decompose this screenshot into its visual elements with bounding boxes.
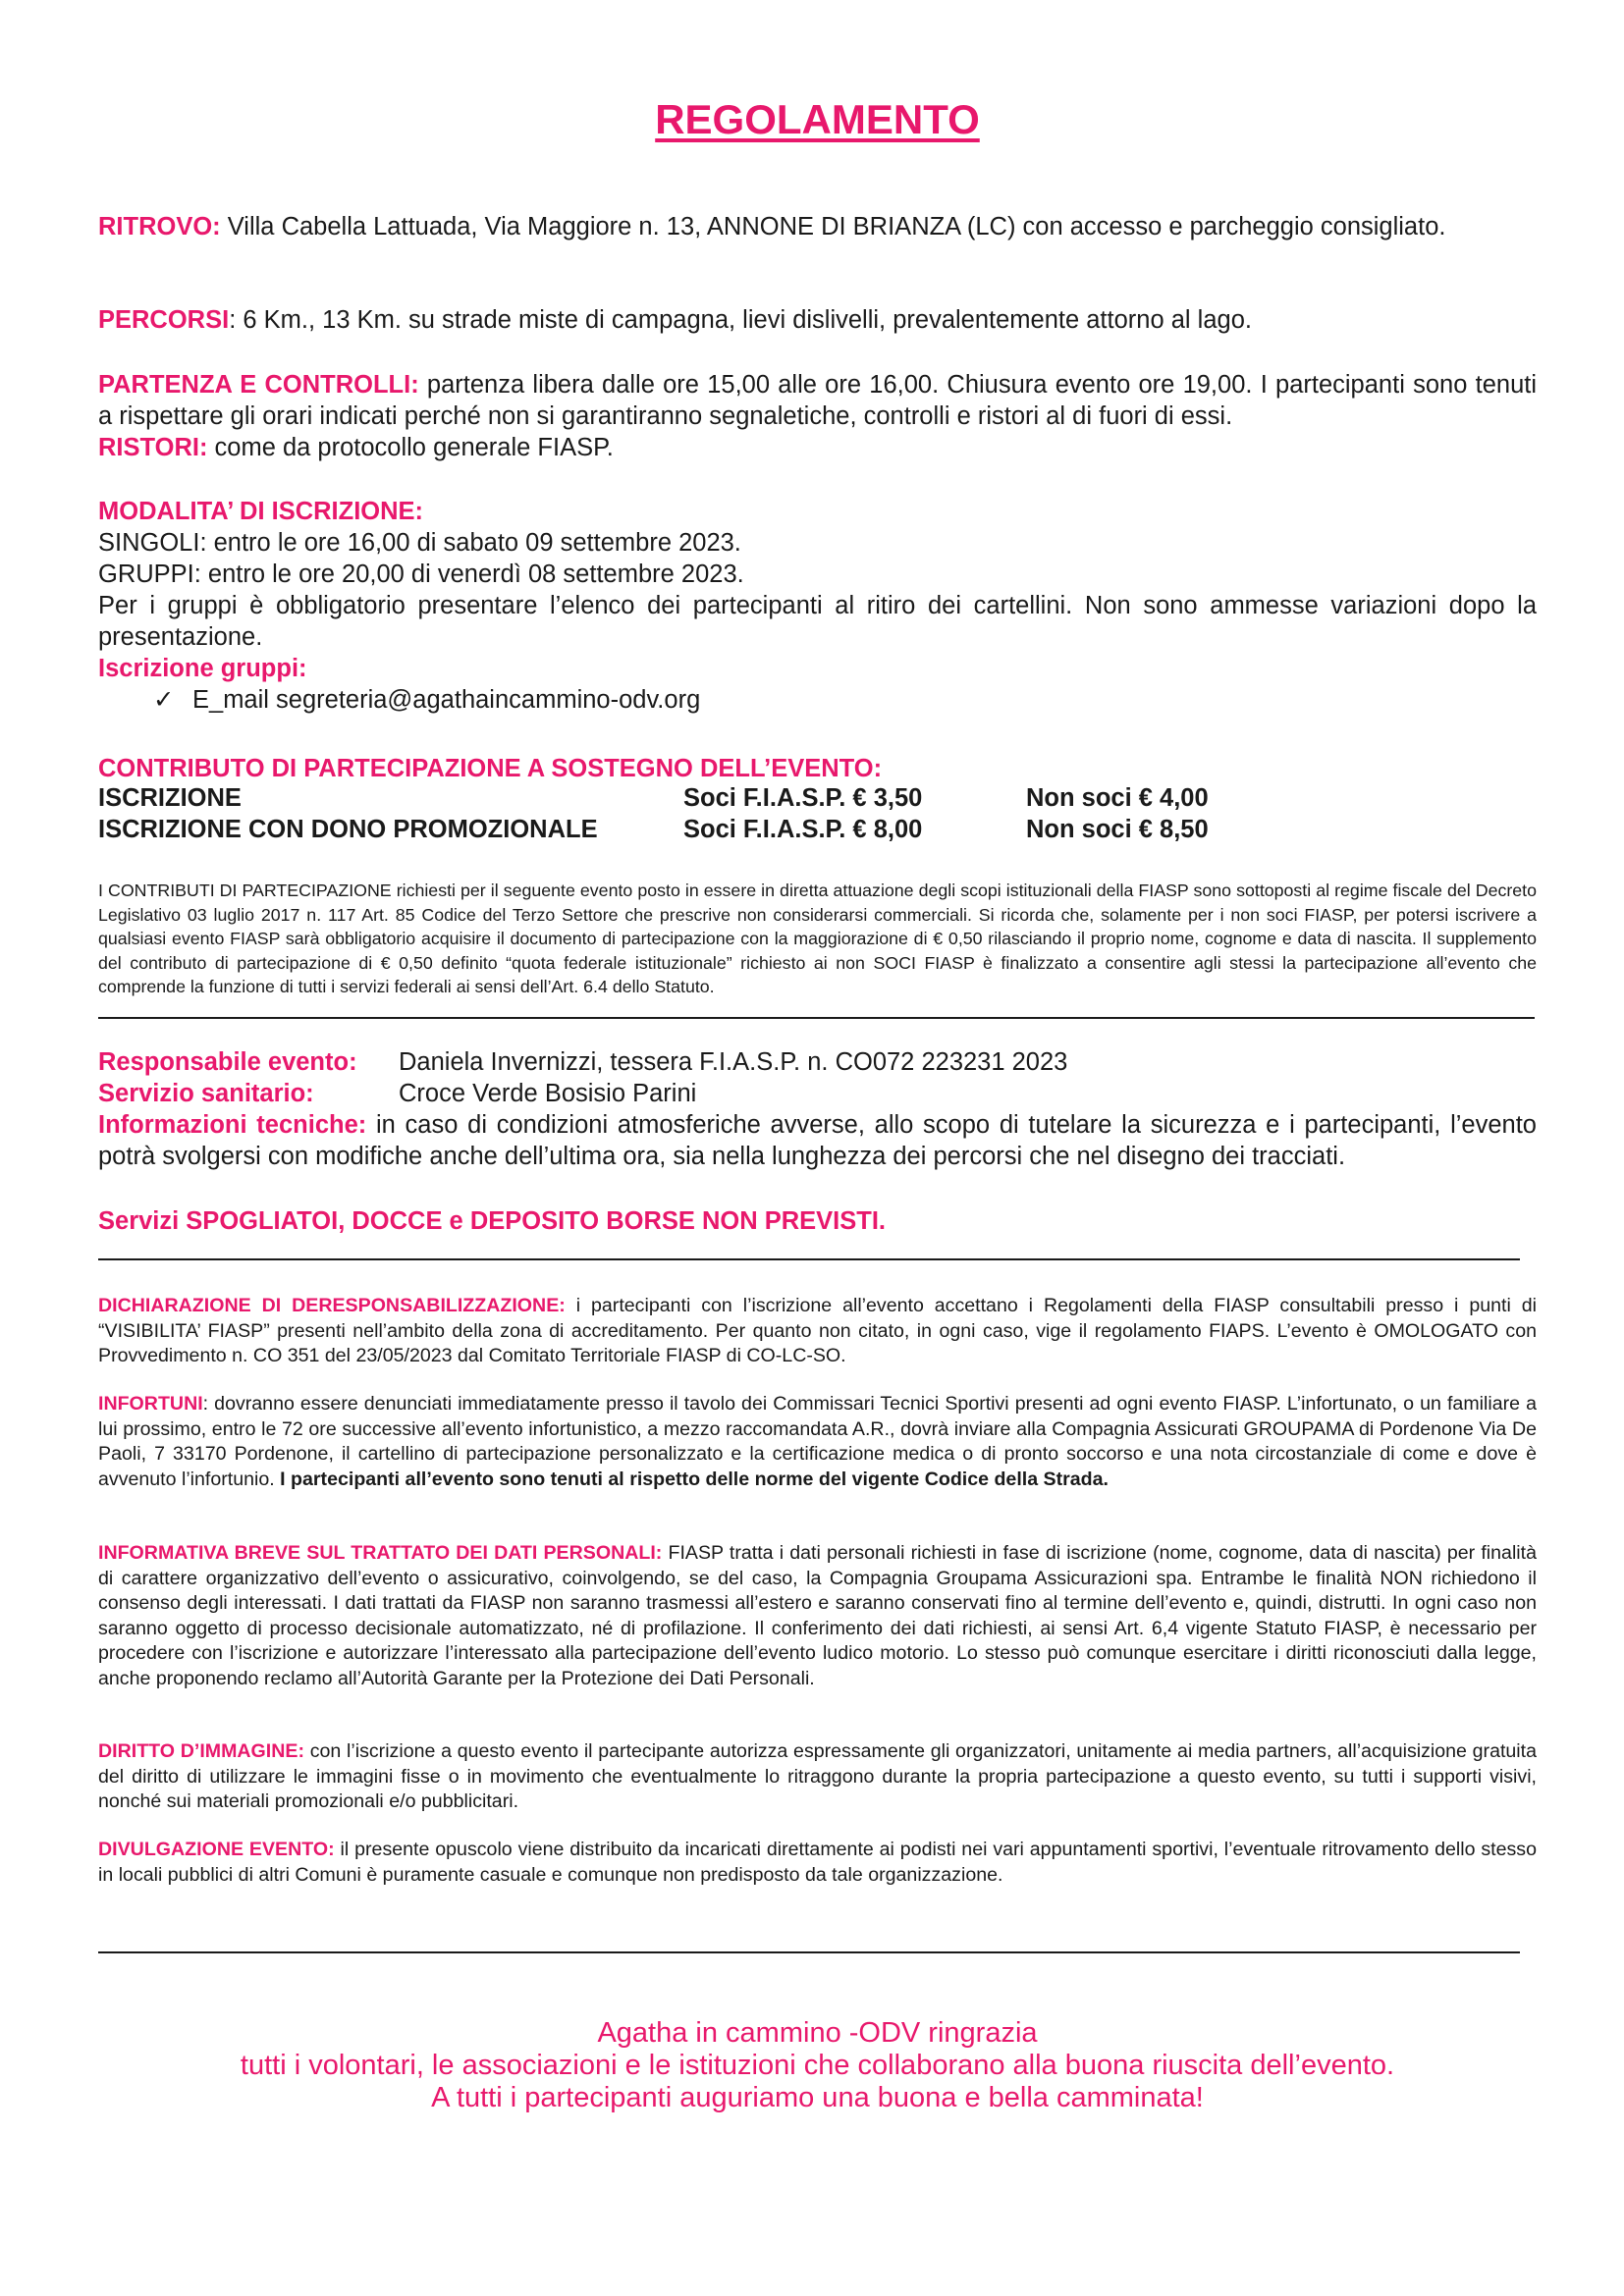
tecniche-text: in caso di condizioni atmosferiche avverse, allo scopo di tutelare la sicurezza e i partecipanti, l’evento potrà svolgersi con modifiche anche dell’ultima ora, sia nella lunghezza dei percorsi che nel disegno dei tracciati. bbox=[98, 1111, 1537, 1170]
informativa-label: INFORMATIVA BREVE SUL TRATTATO DEI DATI PERSONALI: bbox=[98, 1542, 663, 1564]
divider bbox=[98, 1017, 1535, 1019]
iscrizione-note: Per i gruppi è obbligatorio presentare l’elenco dei partecipanti al ritiro dei cartellini. Non sono ammesse variazioni dopo la presentazione. bbox=[98, 592, 1537, 651]
contributo-row bbox=[98, 784, 1209, 813]
iscrizione-email[interactable]: E_mail segreteria@agathaincammino-odv.org bbox=[192, 686, 701, 714]
divider bbox=[98, 1951, 1520, 1953]
sanitario-section bbox=[98, 1078, 1537, 1109]
tecniche-label: Informazioni tecniche bbox=[98, 1111, 358, 1139]
ritrovo-text: Villa Cabella Lattuada, Via Maggiore n. 13, ANNONE DI BRIANZA (LC) con accesso e parcheggio consigliato. bbox=[220, 213, 1446, 240]
sanitario-label: Servizio sanitario: bbox=[98, 1080, 314, 1107]
divulgazione-text: il presente opuscolo viene distribuito da incaricati direttamente ai podisti nei vari appuntamenti sportivi, l’eventuale ritrovamento dello stesso in locali pubblici di altri Comuni è puramente casuale e comunque non predisposto da tale organizzazione. bbox=[98, 1839, 1537, 1886]
footer-thanks bbox=[98, 2017, 1537, 2114]
partenza-section bbox=[98, 369, 1537, 432]
ristori-label: RISTORI: bbox=[98, 434, 208, 461]
iscrizione-section bbox=[98, 496, 1537, 716]
responsabile-text: Daniela Invernizzi, tessera F.I.A.S.P. n. CO072 223231 2023 bbox=[399, 1048, 1068, 1076]
contributo-row-nonsoci: Non soci € 8,50 bbox=[1026, 816, 1209, 843]
tecniche-colon: : bbox=[357, 1111, 367, 1139]
sanitario-text: Croce Verde Bosisio Parini bbox=[399, 1080, 697, 1107]
percorsi-label: PERCORSI bbox=[98, 306, 230, 334]
immagine-label: DIRITTO D’IMMAGINE: bbox=[98, 1740, 304, 1762]
infortuni-text: : dovranno essere denunciati immediatamente presso il tavolo dei Commissari Tecnici Sportivi presenti ad ogni evento FIASP. L’infortunato, o un familiare a lui prossimo, entro le 72 ore successive all’evento infortunistico, a mezzo raccomandata A.R., dovrà inviare alla Compagnia Assicurati GROUPAMA di Pordenone Via De Paoli, 7 33170 Pordenone, il cartellino di partecipazione personalizzato e la certificazione medica o di pronto soccorso e una nota circostanziale di come e dove è avvenuto l’infortunio. bbox=[98, 1393, 1537, 1490]
iscrizione-gruppi-label: Iscrizione gruppi bbox=[98, 655, 299, 682]
tecniche-section bbox=[98, 1109, 1537, 1172]
page-title: REGOLAMENTO bbox=[655, 96, 980, 142]
partenza-label: PARTENZA E CONTROLLI: bbox=[98, 371, 419, 399]
ritrovo-label: RITROVO: bbox=[98, 213, 221, 240]
iscrizione-singoli: SINGOLI: entro le ore 16,00 di sabato 09 settembre 2023. bbox=[98, 529, 741, 557]
responsabile-label: Responsabile evento: bbox=[98, 1048, 357, 1076]
contributo-row-nonsoci: Non soci € 4,00 bbox=[1026, 784, 1209, 812]
footer-line1: Agatha in cammino -ODV ringrazia bbox=[597, 2017, 1038, 2049]
infortuni-section bbox=[98, 1392, 1537, 1492]
ristori-section bbox=[98, 432, 1537, 463]
iscrizione-gruppi: GRUPPI: entro le ore 20,00 di venerdì 08 settembre 2023. bbox=[98, 561, 744, 588]
partenza-text: partenza libera dalle ore 15,00 alle ore 16,00. Chiusura evento ore 19,00. I partecipanti sono tenuti a rispettare gli orari indicati perché non si garantiranno segnaletiche, controlli e ristori al di fuori di essi. bbox=[98, 371, 1538, 430]
informativa-text: FIASP tratta i dati personali richiesti in fase di iscrizione (nome, cognome, data di nascita) per finalità di carattere organizzativo dell’evento o assicurativo, coinvolgendo, se del caso, la Compagnia Groupama Assicurazioni spa. Entrambe le finalità NON richiedono il consenso degli interessati. I dati trattati da FIASP non saranno trasmessi all’estero e saranno conservati fino al termine dell’evento e, quindi, distrutti. In ogni caso non saranno oggetto di processo decisionale automatizzato, né di profilazione. Il conferimento dei dati richiesti, ai sensi Art. 6,4 vigente Statuto FIASP, è necessario per procedere con l’iscrizione e autorizzare l’interessato alla partecipazione dell’evento ludico motorio. Lo stesso può comunque esercitare i diritti riconosciuti dalla legge, anche proponendo reclamo all’Autorità Garante per la Protezione dei Dati Personali. bbox=[98, 1542, 1538, 1689]
ritrovo-section bbox=[98, 211, 1537, 242]
contributo-fineprint: I CONTRIBUTI DI PARTECIPAZIONE richiesti per il seguente evento posto in essere in diretta attuazione degli scopi istituzionali della FIASP sono sottoposti al regime fiscale del Decreto Legislativo 03 luglio 2017 n. 117 Art. 85 Codice del Terzo Settore che prescrive non considerarsi commerciali. Si ricorda che, solamente per i non soci FIASP, per potersi iscrivere a qualsiasi evento FIASP sarà obbligatorio acquisire il documento di partecipazione con la maggiorazione di € 0,50 rilasciando il proprio nome, cognome e data di nascita. Il supplemento del contributo di partecipazione di € 0,50 definito “quota federale istituzionale” richiesto ai non SOCI FIASP è finalizzato a consentire agli stessi la partecipazione all’evento che comprende la funzione di tutti i servizi federali ai sensi dell’Art. 6.4 dello Statuto. bbox=[98, 881, 1537, 996]
iscrizione-label: MODALITA’ DI ISCRIZIONE: bbox=[98, 498, 424, 525]
percorsi-text: : 6 Km., 13 Km. su strade miste di campagna, lievi dislivelli, prevalentemente attorno al lago. bbox=[229, 306, 1252, 334]
iscrizione-gruppi-colon: : bbox=[298, 655, 307, 682]
infortuni-bold: I partecipanti all’evento sono tenuti al rispetto delle norme del vigente Codice della Strada. bbox=[280, 1468, 1109, 1490]
infortuni-label: INFORTUNI bbox=[98, 1393, 203, 1415]
immagine-text: con l’iscrizione a questo evento il partecipante autorizza espressamente gli organizzatori, unitamente ai media partners, all’acquisizione gratuita del diritto di utilizzare le immagini fisse o in movimento che eventualmente lo ritraggono durante la propria partecipazione a questo evento, su tutti i supporti visivi, nonché sui materiali promozionali e/o pubblicitari. bbox=[98, 1740, 1538, 1812]
contributo-row-soci: Soci F.I.A.S.P. € 8,00 bbox=[683, 816, 923, 843]
immagine-section bbox=[98, 1739, 1537, 1815]
dichiarazione-section bbox=[98, 1294, 1537, 1369]
footer-line3: A tutti i partecipanti auguriamo una buona e bella camminata! bbox=[431, 2082, 1204, 2113]
divulgazione-colon: : bbox=[328, 1839, 335, 1860]
dichiarazione-text: i partecipanti con l’iscrizione all’evento accettano i Regolamenti della FIASP consultabili presso i punti di “VISIBILITA’ FIASP” presenti nell’ambito della zona di accreditamento. Per quanto non citato, in ogni caso, vige il regolamento FIAPS. L’evento è OMOLOGATO con Provvedimento n. CO 351 del 23/05/2023 dal Comitato Territoriale FIASP di CO-LC-SO. bbox=[98, 1295, 1537, 1366]
footer-line2: tutti i volontari, le associazioni e le istituzioni che collaborano alla buona riuscita dell’evento. bbox=[240, 2050, 1395, 2081]
contributo-row-name: ISCRIZIONE CON DONO PROMOZIONALE bbox=[98, 816, 598, 843]
ristori-text: come da protocollo generale FIASP. bbox=[207, 434, 614, 461]
contributo-row bbox=[98, 816, 1209, 844]
divider bbox=[98, 1258, 1520, 1260]
informativa-section bbox=[98, 1541, 1537, 1691]
contributo-row-soci: Soci F.I.A.S.P. € 3,50 bbox=[683, 784, 923, 812]
responsabile-section bbox=[98, 1046, 1537, 1078]
dichiarazione-label: DICHIARAZIONE DI DERESPONSABILIZZAZIONE: bbox=[98, 1295, 566, 1316]
percorsi-section bbox=[98, 304, 1537, 336]
contributo-label: CONTRIBUTO DI PARTECIPAZIONE A SOSTEGNO DELL’EVENTO: bbox=[98, 755, 883, 782]
divulgazione-label: DIVULGAZIONE EVENTO bbox=[98, 1839, 329, 1860]
servizi-note: Servizi SPOGLIATOI, DOCCE e DEPOSITO BORSE NON PREVISTI. bbox=[98, 1207, 887, 1235]
check-icon: ✓ bbox=[153, 686, 175, 714]
divulgazione-section bbox=[98, 1838, 1537, 1888]
contributo-row-name: ISCRIZIONE bbox=[98, 784, 242, 812]
